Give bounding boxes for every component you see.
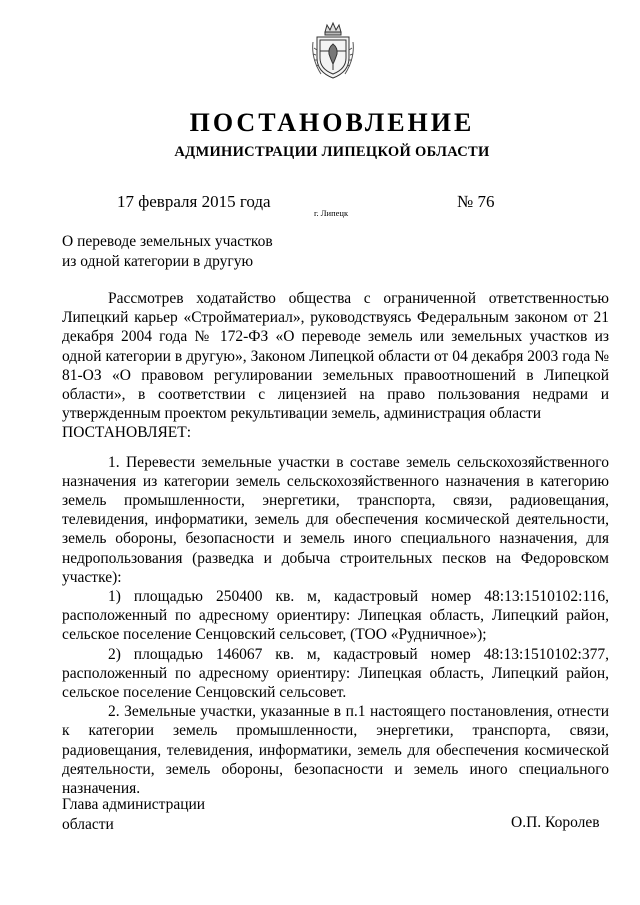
clause-2: 2. Земельные участки, указанные в п.1 настоящего постановления, отнести к категории земель промышленности, энергетики, транспорта, связи, радиовещания, телевидения, информатики, земель для обеспечения космической деятельности, земель обороны, безопасности и земель иного специального назначения. xyxy=(62,703,609,798)
document-number: № 76 xyxy=(457,192,495,211)
issuing-authority: АДМИНИСТРАЦИИ ЛИПЕЦКОЙ ОБЛАСТИ xyxy=(174,144,490,160)
sub-clause-2: 2) площадью 146067 кв. м, кадастровый номер 48:13:1510102:377, расположенный по адресному ориентиру: Липецкая область, Липецкий район, сельское поселение Сенцовский сельсовет. xyxy=(62,645,609,702)
position-line: области xyxy=(62,815,114,833)
document-subject xyxy=(62,232,273,272)
signatory-position xyxy=(62,795,205,834)
document-title: ПОСТАНОВЛЕНИЕ xyxy=(189,108,475,137)
position-line: Глава администрации xyxy=(62,796,206,813)
sub-clause-1: 1) площадью 250400 кв. м, кадастровый номер 48:13:1510102:116, расположенный по адресному ориентиру: Липецкая область, Липецкий район, сельское поселение Сенцовский сельсовет, (ТОО «Рудничное»); xyxy=(62,588,609,644)
decree-word: ПОСТАНОВЛЯЕТ: xyxy=(62,424,192,442)
clause-1: 1. Перевести земельные участки в составе земель сельскохозяйственного назначения из категории земель сельскохозяйственного назначения в категорию земель промышленности, энергетики, транспорта, связи, радиовещания, телевидения, информатики, земель для обеспечения космической деятельности, земель обороны, безопасности и земель иного специального назначения, для недропользования (разведка и добыча строительных песков на Федоровском участке): xyxy=(62,453,609,586)
subject-line: из одной категории в другую xyxy=(62,253,254,270)
signatory-name: О.П. Королев xyxy=(511,814,600,831)
document-date: 17 февраля 2015 года xyxy=(117,192,271,211)
document-place: г. Липецк xyxy=(314,208,349,218)
preamble-paragraph: Рассмотрев ходатайство общества с ограниченной ответственностью Липецкий карьер «Стройматериал», руководствуясь Федеральным законом от 21 декабря 2004 года № 172-ФЗ «О переводе земель или земельных участков из одной категории в другую», Законом Липецкой области от 04 декабря 2003 года № 81-ОЗ «О правовом регулировании земельных правоотношений в Липецкой области», в соответствии с лицензией на право пользования недрами и утвержденным проектом рекультивации земель, администрация области xyxy=(62,290,609,423)
subject-line: О переводе земельных участков xyxy=(62,233,273,250)
document-body xyxy=(62,289,609,798)
coat-of-arms-icon xyxy=(311,20,355,82)
